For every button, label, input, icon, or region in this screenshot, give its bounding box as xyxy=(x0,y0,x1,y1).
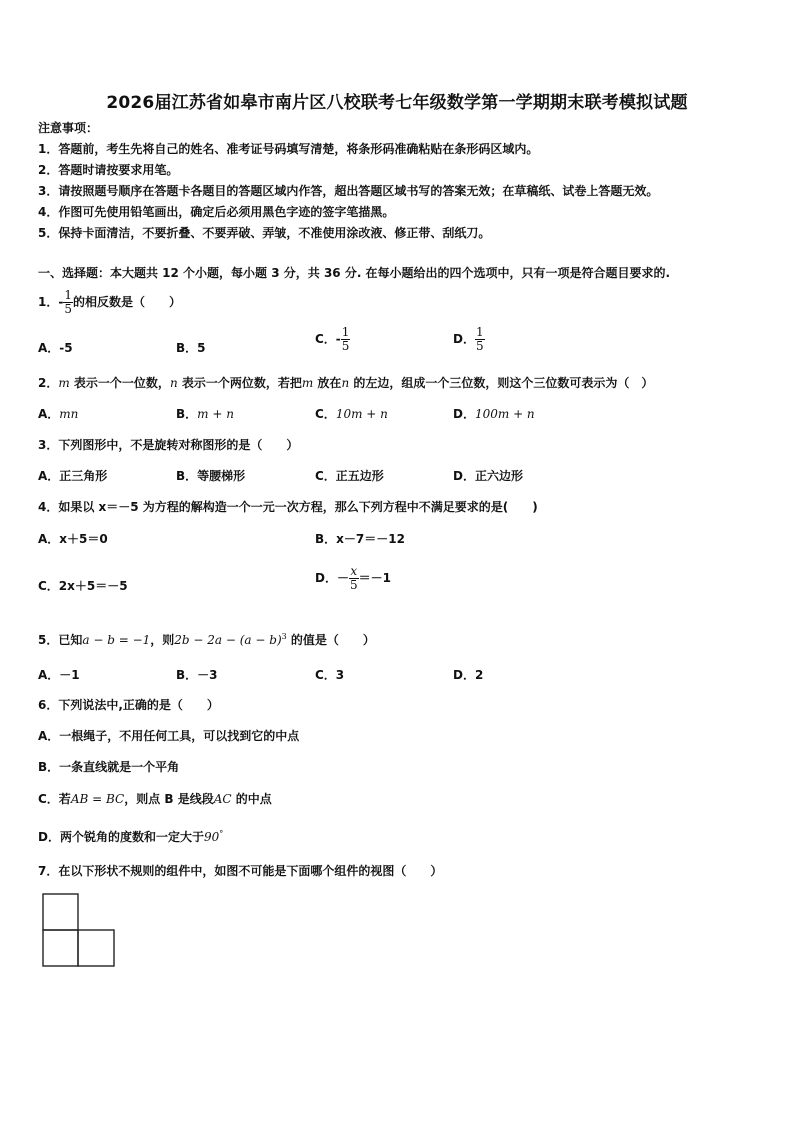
view-figure xyxy=(42,893,116,969)
option-c: C．3 xyxy=(315,668,345,682)
option-a: A．x＋5＝0 xyxy=(38,532,108,546)
option-a: A．－1 xyxy=(38,668,80,682)
option-d: D．2 xyxy=(453,668,484,682)
fraction xyxy=(475,326,485,353)
option-label: D．－ xyxy=(315,571,349,585)
fraction xyxy=(341,326,351,353)
variable-n: n xyxy=(341,376,350,390)
condition-math: a − b = −1 xyxy=(82,633,151,647)
option-c xyxy=(38,791,272,807)
fraction-denominator: 5 xyxy=(349,578,358,592)
option-rest: ＝－1 xyxy=(358,571,391,585)
option-text: 的中点 xyxy=(231,792,272,806)
fraction-denominator: 5 xyxy=(64,302,72,316)
option-label: C． xyxy=(315,407,336,421)
question-3: 3．下列图形中，不是旋转对称图形的是（ ） xyxy=(38,438,299,452)
option-text: ，则点 B 是线段 xyxy=(124,792,214,806)
fraction-denominator: 5 xyxy=(475,339,484,353)
minus-sign: - xyxy=(58,295,64,309)
option-d xyxy=(453,406,535,422)
fraction-numerator: 1 xyxy=(475,325,484,339)
option-a: A．-5 xyxy=(38,341,73,355)
variable-m: m xyxy=(301,376,314,390)
page-title: 2026届江苏省如皋市南片区八校联考七年级数学第一学期期末联考模拟试题 xyxy=(106,93,688,113)
option-math: AC xyxy=(213,792,232,806)
question-text: 的相反数是（ ） xyxy=(72,295,181,309)
fraction xyxy=(349,565,359,592)
notice-heading: 注意事项： xyxy=(38,121,99,135)
question-1 xyxy=(38,289,181,316)
option-math: m + n xyxy=(197,407,234,421)
option-math: 10m + n xyxy=(335,407,388,421)
figure-square-top xyxy=(43,894,78,930)
question-5 xyxy=(38,629,375,648)
notice-item: 4．作图可先使用铅笔画出，确定后必须用黑色字迹的签字笔描黑。 xyxy=(38,205,395,219)
option-label: D． xyxy=(453,407,475,421)
option-a: A．一根绳子，不用任何工具，可以找到它的中点 xyxy=(38,729,300,743)
question-text: 表示一个一位数， xyxy=(69,376,170,390)
option-math: mn xyxy=(59,407,79,421)
variable-n: n xyxy=(169,376,178,390)
question-6: 6．下列说法中,正确的是（ ） xyxy=(38,698,219,712)
figure-square-bottom-right xyxy=(78,930,114,966)
question-text: 放在 xyxy=(313,376,342,390)
notice-item: 1．答题前，考生先将自己的姓名、准考证号码填写清楚，将条形码准确粘贴在条形码区域内。 xyxy=(38,142,539,156)
option-label: D． xyxy=(453,332,475,346)
figure-square-bottom-left xyxy=(43,930,78,966)
section-heading: 一、选择题：本大题共 12 个小题，每小题 3 分，共 36 分. 在每小题给出的四个选项中，只有一项是符合题目要求的. xyxy=(38,266,671,280)
option-text: D．两个锐角的度数和一定大于 xyxy=(38,830,204,844)
option-label: B． xyxy=(176,407,198,421)
fraction-numerator: x xyxy=(350,564,358,578)
option-math: AB = BC xyxy=(70,792,125,806)
option-b: B．x－7＝－12 xyxy=(315,532,405,546)
option-text: C．若 xyxy=(38,792,71,806)
option-a: A．正三角形 xyxy=(38,469,108,483)
variable-m: m xyxy=(58,376,70,390)
question-7: 7．在以下形状不规则的组件中，如图不可能是下面哪个组件的视图（ ） xyxy=(38,864,443,878)
fraction xyxy=(63,289,73,316)
option-math: 100m + n xyxy=(474,407,535,421)
question-text: 5．已知 xyxy=(38,633,83,647)
option-d xyxy=(38,826,223,845)
question-4: 4．如果以 x＝－5 为方程的解构造一个一元一次方程，那么下列方程中不满足要求的是( ) xyxy=(38,500,538,514)
question-number: 1． xyxy=(38,295,59,309)
fraction-denominator: 5 xyxy=(341,339,350,353)
option-d xyxy=(453,326,485,353)
notice-item: 3．请按照题号顺序在答题卡各题目的答题区域内作答，超出答题区域书写的答案无效；在草稿纸、试卷上答题无效。 xyxy=(38,184,659,198)
option-b xyxy=(176,406,234,422)
option-d: D．正六边形 xyxy=(453,469,523,483)
fraction-numerator: 1 xyxy=(64,288,72,302)
question-2 xyxy=(38,375,653,391)
notice-item: 5．保持卡面清洁，不要折叠、不要弄破、弄皱，不准使用涂改液、修正带、刮纸刀。 xyxy=(38,226,491,240)
option-b: B．5 xyxy=(176,341,206,355)
option-label: C．- xyxy=(315,332,341,346)
expression-math: 2b − 2a − (a − b) xyxy=(174,633,282,647)
question-text: 的左边，组成一个三位数，则这个三位数可表示为（ ） xyxy=(349,376,654,390)
exponent: 3 xyxy=(281,632,287,641)
option-c xyxy=(315,326,350,353)
option-b: B．等腰梯形 xyxy=(176,469,246,483)
option-d xyxy=(315,565,391,592)
fraction-numerator: 1 xyxy=(341,325,350,339)
option-b: B．一条直线就是一个平角 xyxy=(38,760,180,774)
question-text: 表示一个两位数，若把 xyxy=(177,376,302,390)
option-a xyxy=(38,406,78,422)
notice-item: 2．答题时请按要求用笔。 xyxy=(38,163,179,177)
option-b: B．－3 xyxy=(176,668,218,682)
option-c: C．正五边形 xyxy=(315,469,384,483)
option-c xyxy=(315,406,388,422)
option-c: C．2x＋5＝－5 xyxy=(38,579,128,593)
question-number: 2． xyxy=(38,376,59,390)
option-math: 90 xyxy=(203,830,220,844)
question-text: ，则 xyxy=(150,633,175,647)
degree-symbol: ° xyxy=(219,829,224,838)
option-label: A． xyxy=(38,407,60,421)
question-text: 的值是（ ） xyxy=(286,633,375,647)
